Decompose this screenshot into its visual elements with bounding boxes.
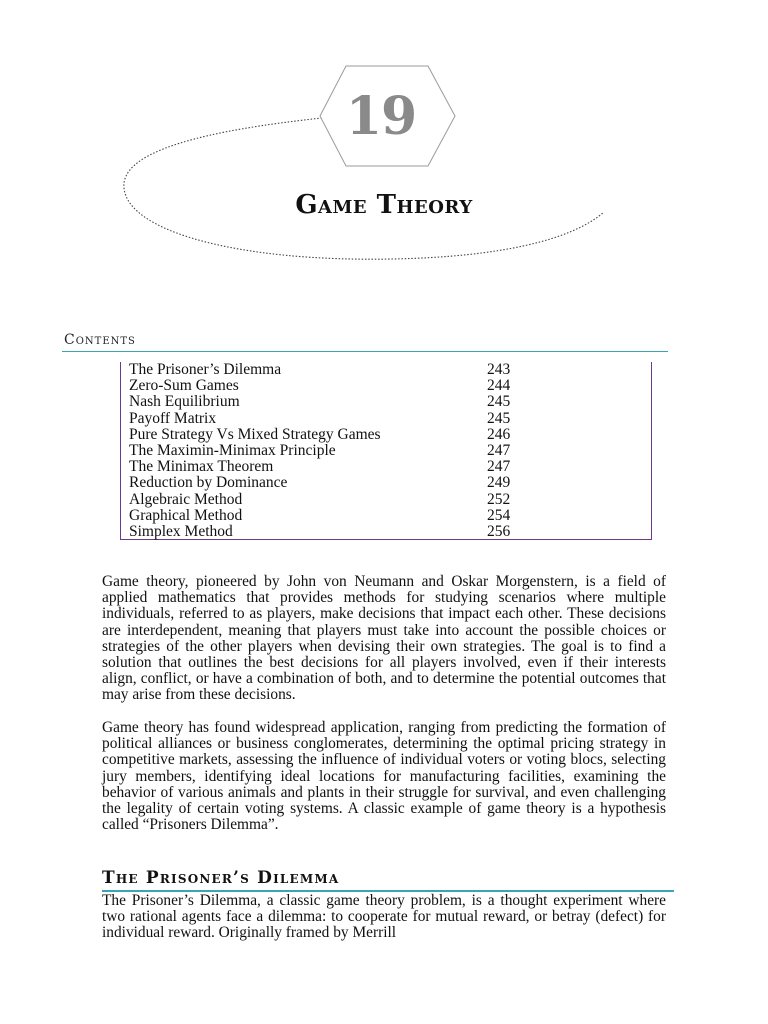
toc-item[interactable]: [129, 475, 649, 491]
toc-list: [129, 362, 649, 540]
toc-item[interactable]: [129, 443, 649, 459]
toc-item[interactable]: [129, 362, 649, 378]
section-paragraph: The Prisoner’s Dilemma, a classic game theory problem, is a thought experiment where two rational agents face a dilemma: to cooperate for mutual reward, or betray (defect) for individual reward. Originally framed by Merrill: [102, 892, 666, 942]
toc-item[interactable]: [129, 378, 649, 394]
chapter-number: 19: [345, 86, 417, 147]
toc-item-title: The Prisoner’s Dilemma: [129, 361, 282, 378]
toc-item-title: Pure Strategy Vs Mixed Strategy Games: [129, 425, 381, 443]
toc-item-title: Nash Equilibrium: [129, 393, 240, 411]
toc-item[interactable]: [129, 459, 649, 475]
toc-item-title: The Minimax Theorem: [129, 458, 274, 476]
contents-divider: [62, 351, 668, 352]
chapter-title: Game Theory: [295, 190, 473, 220]
toc-item-title: Payoff Matrix: [129, 409, 217, 427]
toc-item-page: 243: [487, 361, 511, 378]
toc-item-title: Zero-Sum Games: [129, 377, 239, 395]
toc-item-page: 254: [487, 506, 511, 524]
toc-item[interactable]: [129, 411, 649, 427]
toc-item-page: 247: [487, 441, 511, 459]
chapter-header-art: [0, 0, 768, 300]
toc-item-page: 247: [487, 458, 511, 476]
toc-item[interactable]: [129, 524, 649, 540]
toc-item-page: 252: [487, 490, 511, 508]
toc-item-page: 244: [487, 377, 511, 395]
toc-item[interactable]: [129, 427, 649, 443]
intro-paragraph: Game theory, pioneered by John von Neumann and Oskar Morgenstern, is a field of applied mathematics that provides methods for studying scenarios where multiple individuals, referred to as players, make decisions that impact each other. These decisions are interdependent, meaning that players must take into account the possible choices or strategies of the other players when devising their own strategies. The goal is to find a solution that outlines the best decisions for all players involved, even if their interests align, conflict, or have a combination of both, and to determine the potential outcomes that may arise from these decisions.: [102, 573, 666, 704]
toc-item-page: 245: [487, 393, 511, 411]
toc-item-title: Simplex Method: [129, 522, 233, 540]
toc-item-title: Reduction by Dominance: [129, 474, 288, 492]
toc-item[interactable]: [129, 508, 649, 524]
toc-item-page: 246: [487, 425, 511, 443]
toc-item[interactable]: [129, 394, 649, 410]
toc-item-page: 249: [487, 474, 511, 492]
toc-item-title: Graphical Method: [129, 506, 243, 524]
toc-item-title: Algebraic Method: [129, 490, 243, 508]
section-heading: The Prisoner’s Dilemma: [102, 868, 340, 888]
toc-item-page: 245: [487, 409, 511, 427]
toc-item-page: 256: [487, 522, 511, 540]
table-of-contents: [120, 362, 652, 540]
contents-heading: Contents: [64, 332, 136, 348]
toc-item-title: The Maximin-Minimax Principle: [129, 441, 336, 459]
intro-paragraph: Game theory has found widespread application, ranging from predicting the formation of political alliances or business conglomerates, determining the optimal pricing strategy in competitive markets, assessing the influence of individual voters or voting blocs, selecting jury members, identifying ideal locations for manufacturing facilities, examining the behavior of various animals and plants in their struggle for survival, and even challenging the legality of certain voting systems. A classic example of game theory is a hypothesis called “Prisoners Dilemma”.: [102, 719, 666, 834]
toc-item[interactable]: [129, 492, 649, 508]
